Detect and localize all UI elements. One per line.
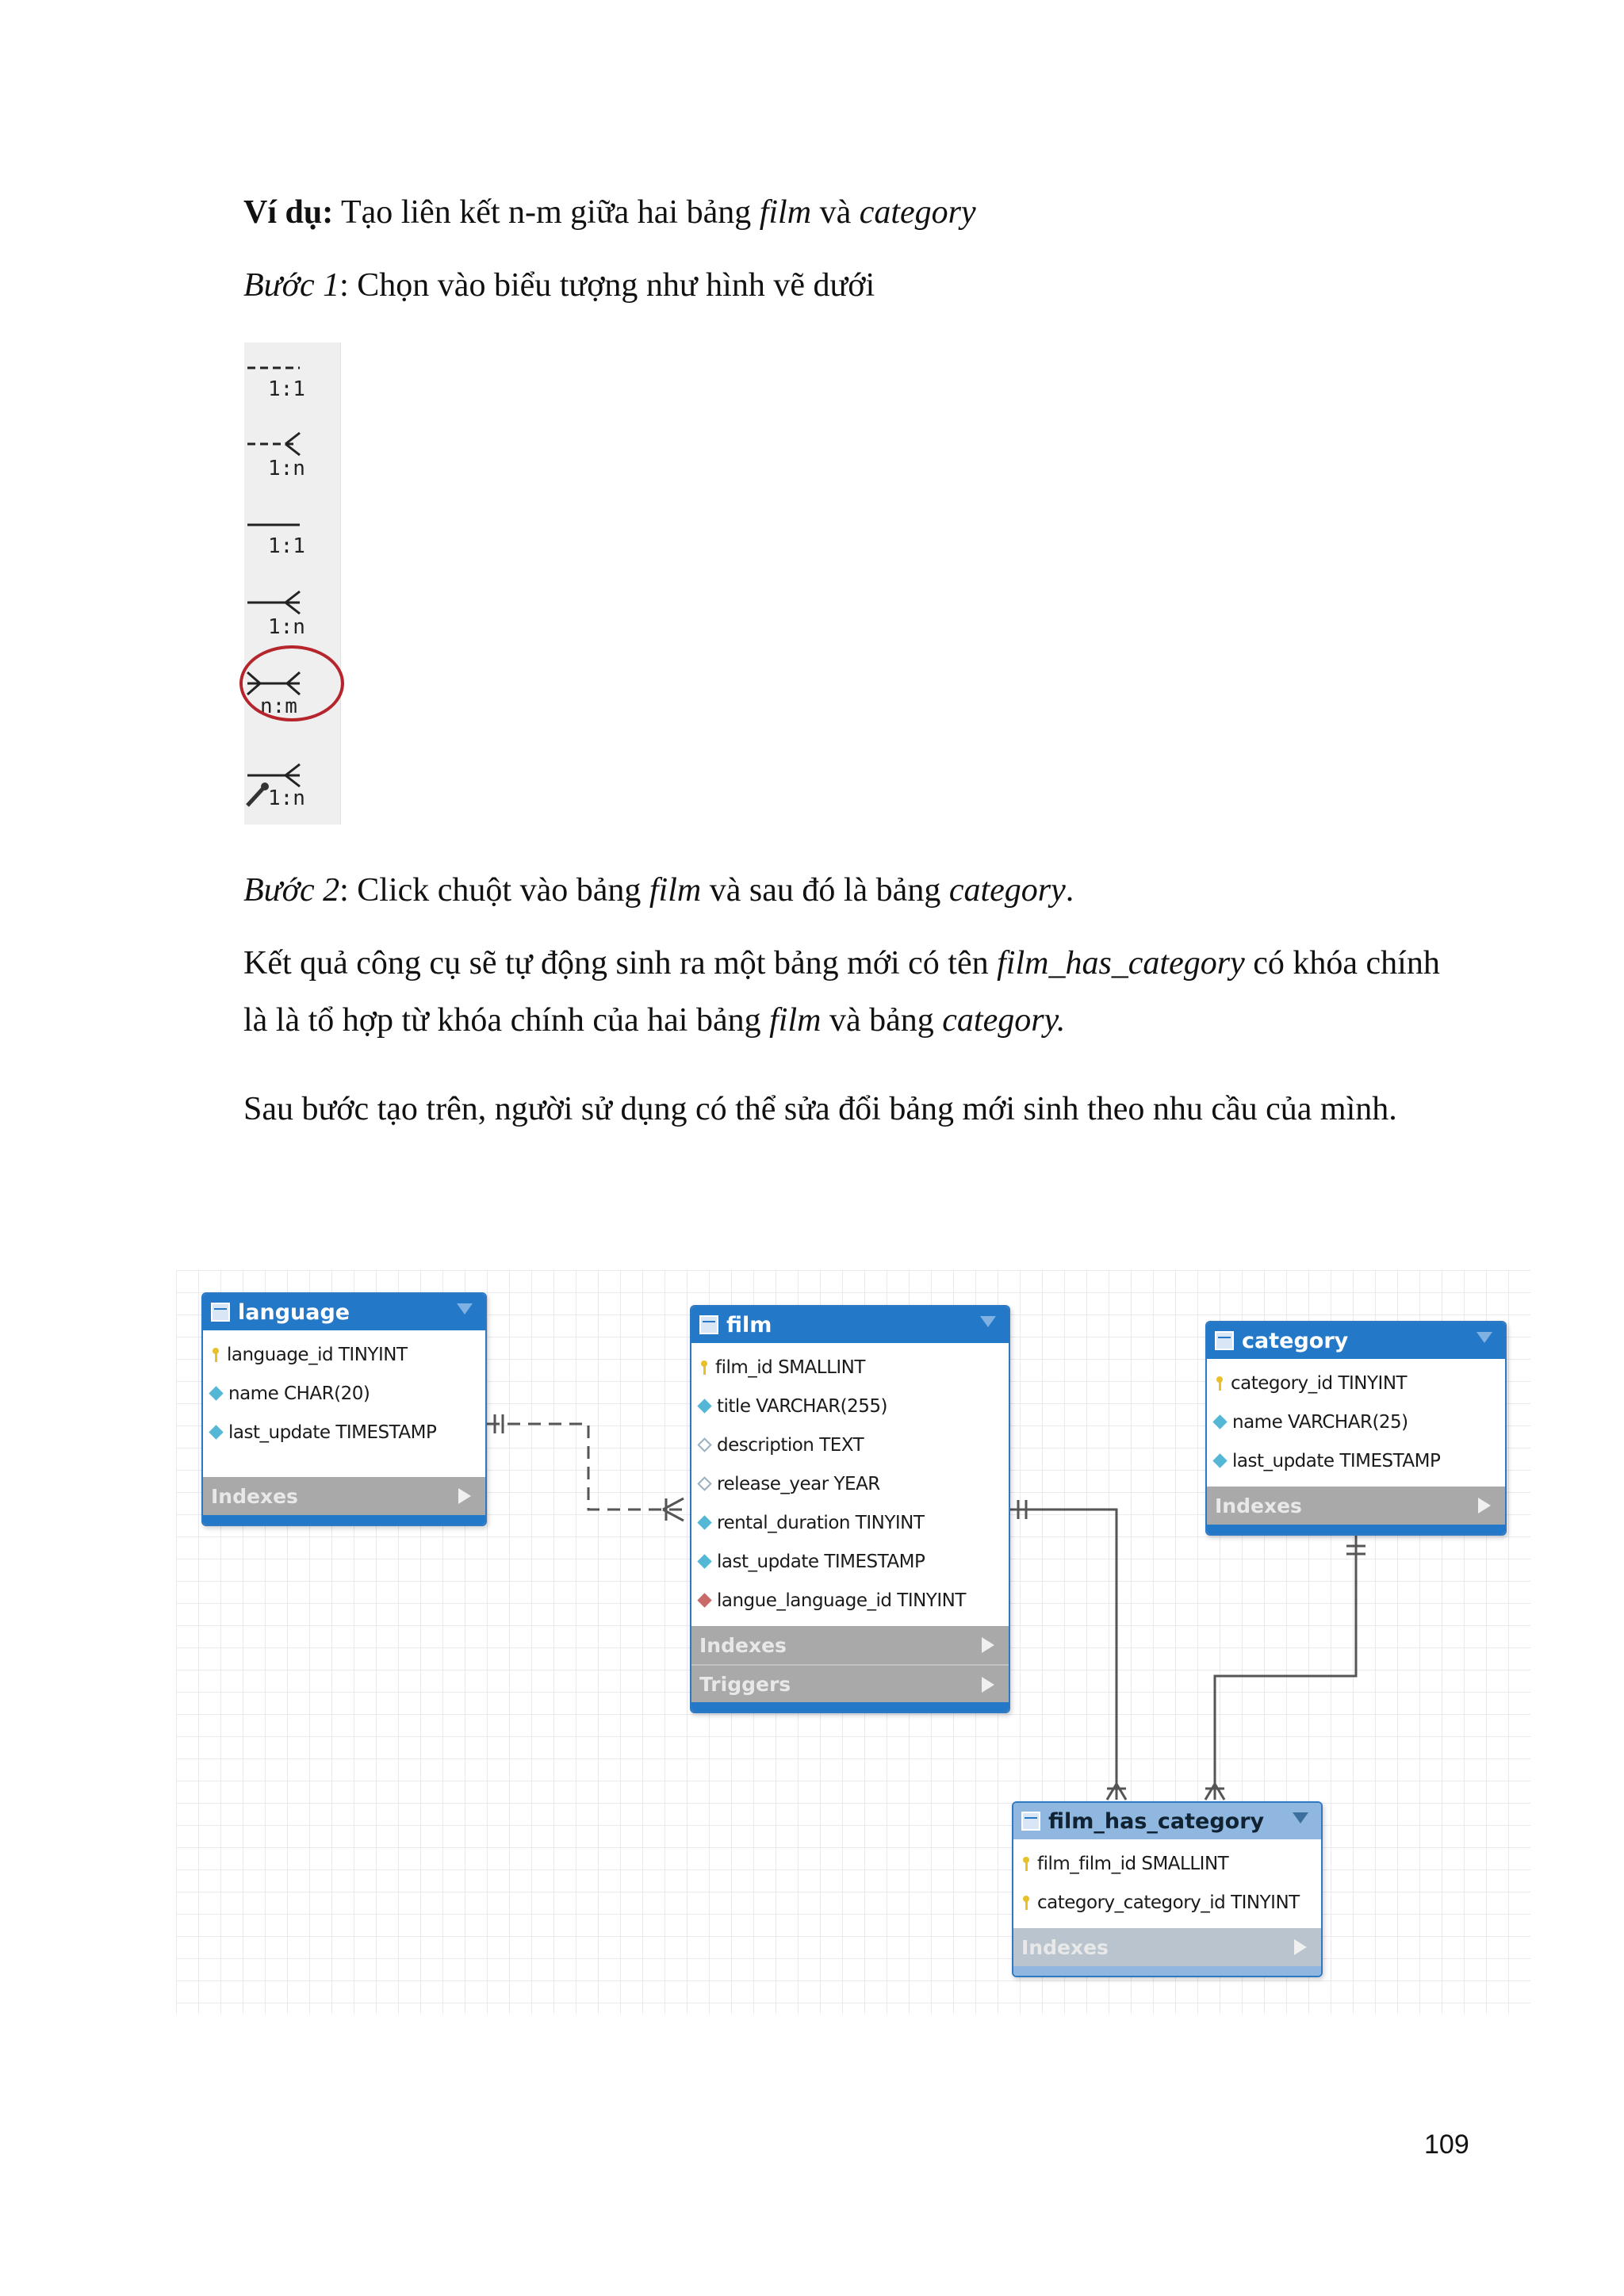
entity-film[interactable] <box>690 1305 1010 1713</box>
triggers-section[interactable] <box>691 1664 1009 1702</box>
column-row[interactable] <box>691 1464 1009 1503</box>
column-row[interactable] <box>691 1425 1009 1464</box>
entity-footer <box>691 1702 1009 1712</box>
entity-language[interactable] <box>201 1292 487 1526</box>
entity-film-has-category[interactable] <box>1012 1801 1323 1977</box>
column-text: title VARCHAR(255) <box>717 1395 888 1417</box>
expand-arrow-icon <box>982 1677 994 1693</box>
tool-caption: 1:n <box>268 615 305 639</box>
nullable-column-icon <box>697 1437 711 1452</box>
primary-key-icon <box>699 1360 709 1375</box>
step2-text-2: và sau đó là bảng <box>701 872 949 909</box>
result-paragraph <box>243 935 1449 1049</box>
step2-film: film <box>649 872 702 909</box>
relationship-tool-palette <box>244 342 341 825</box>
column-text: last_update TIMESTAMP <box>717 1551 925 1572</box>
column-row[interactable] <box>691 1503 1009 1542</box>
example-text: Tạo liên kết n-m giữa hai bảng <box>333 194 760 231</box>
indexes-section[interactable] <box>203 1477 485 1515</box>
collapse-arrow-icon[interactable] <box>1477 1332 1492 1343</box>
collapse-arrow-icon[interactable] <box>457 1303 473 1314</box>
column-list <box>203 1330 485 1458</box>
column-diamond-icon <box>697 1554 711 1568</box>
column-row[interactable] <box>691 1542 1009 1581</box>
column-row[interactable] <box>691 1581 1009 1620</box>
column-text: language_id TINYINT <box>227 1344 408 1365</box>
example-paragraph <box>243 184 976 241</box>
nullable-column-icon <box>697 1476 711 1490</box>
table-icon <box>1021 1812 1040 1831</box>
entity-category[interactable] <box>1205 1321 1507 1536</box>
column-text: film_film_id SMALLINT <box>1037 1853 1229 1874</box>
step2-label: Bước 2 <box>243 872 340 909</box>
step2-paragraph <box>243 862 1074 919</box>
step1-paragraph <box>243 257 875 314</box>
column-row[interactable] <box>1207 1441 1505 1480</box>
entity-footer <box>1013 1966 1321 1976</box>
result-text-2: có khóa chính là là tổ hợp từ khóa chính của hai bảng <box>243 945 1440 1039</box>
example-category: category <box>859 194 976 231</box>
entity-title: film_has_category <box>1048 1808 1265 1834</box>
primary-key-icon <box>211 1348 220 1362</box>
column-diamond-icon <box>209 1386 223 1400</box>
entity-footer <box>1207 1525 1505 1534</box>
entity-header[interactable] <box>1013 1803 1321 1839</box>
page-number: 109 <box>1424 2130 1469 2160</box>
entity-header[interactable] <box>203 1294 485 1330</box>
selection-highlight-ring <box>239 645 344 721</box>
collapse-arrow-icon[interactable] <box>980 1316 996 1327</box>
language-film-connector <box>487 1414 684 1521</box>
table-icon <box>699 1315 718 1334</box>
expand-arrow-icon <box>1294 1939 1307 1955</box>
result-text: Kết quả công cụ sẽ tự động sinh ra một bảng mới có tên <box>243 945 998 982</box>
column-diamond-icon <box>697 1399 711 1413</box>
column-diamond-icon <box>209 1425 223 1439</box>
indexes-section[interactable] <box>1013 1928 1321 1966</box>
column-row[interactable] <box>203 1413 485 1452</box>
step1-text: : Chọn vào biểu tượng như hình vẽ dưới <box>339 267 875 304</box>
step2-end: . <box>1065 872 1074 909</box>
column-row[interactable] <box>1207 1402 1505 1441</box>
column-row[interactable] <box>1013 1844 1321 1883</box>
indexes-section[interactable] <box>691 1626 1009 1664</box>
entity-title: film <box>726 1312 772 1337</box>
column-text: last_update TIMESTAMP <box>1232 1450 1441 1471</box>
entity-footer <box>203 1515 485 1525</box>
primary-key-icon <box>1215 1376 1224 1391</box>
column-text: rental_duration TINYINT <box>717 1512 925 1533</box>
step2-text: : Click chuột vào bảng <box>339 872 649 909</box>
example-and: và <box>811 194 860 231</box>
column-diamond-icon <box>1212 1453 1227 1468</box>
tool-caption: 1:n <box>268 786 305 810</box>
expand-arrow-icon <box>1478 1498 1491 1513</box>
example-label: Ví dụ: <box>243 194 334 231</box>
eer-diagram <box>176 1270 1530 2014</box>
result-text-3: và bảng <box>821 1002 943 1039</box>
tool-one-to-one-solid[interactable] <box>244 501 341 580</box>
expand-arrow-icon <box>982 1637 994 1653</box>
tool-caption: n:m <box>260 695 297 718</box>
section-label: Indexes <box>211 1484 298 1508</box>
note-paragraph: Sau bước tạo trên, người sử dụng có thể sửa đổi bảng mới sinh theo nhu cầu của mình. <box>243 1091 1397 1127</box>
column-row[interactable] <box>203 1335 485 1374</box>
column-text: langue_language_id TINYINT <box>717 1590 966 1611</box>
film-junction-connector <box>1010 1500 1126 1800</box>
table-icon <box>211 1303 230 1322</box>
entity-title: category <box>1242 1328 1349 1353</box>
column-text: name VARCHAR(25) <box>1232 1411 1408 1433</box>
step2-category: category <box>948 872 1066 909</box>
category-junction-connector <box>1205 1535 1365 1800</box>
tool-one-to-many-dashed[interactable] <box>244 423 341 503</box>
section-label: Indexes <box>699 1633 787 1657</box>
column-text: release_year YEAR <box>717 1473 880 1494</box>
section-label: Triggers <box>699 1672 791 1696</box>
collapse-arrow-icon[interactable] <box>1293 1812 1308 1823</box>
expand-arrow-icon <box>458 1488 471 1504</box>
column-text: name CHAR(20) <box>228 1383 370 1404</box>
column-row[interactable] <box>1013 1883 1321 1922</box>
result-film: film <box>769 1002 822 1039</box>
tool-caption: 1:n <box>268 457 305 480</box>
example-film: film <box>759 194 812 231</box>
section-label: Indexes <box>1021 1935 1109 1959</box>
column-row[interactable] <box>203 1374 485 1413</box>
result-category: category. <box>942 1002 1066 1039</box>
primary-key-icon <box>1021 1857 1031 1871</box>
tool-one-to-one-identifying-dashed[interactable] <box>244 344 341 423</box>
indexes-section[interactable] <box>1207 1487 1505 1525</box>
result-table-name: film_has_category <box>997 945 1245 982</box>
column-text: category_id TINYINT <box>1231 1372 1408 1394</box>
entity-title: language <box>238 1299 350 1325</box>
tool-one-to-many-existing-columns[interactable] <box>244 742 341 821</box>
column-row[interactable] <box>1207 1364 1505 1402</box>
section-label: Indexes <box>1215 1494 1302 1517</box>
column-list <box>1207 1359 1505 1487</box>
primary-key-icon <box>1021 1896 1031 1910</box>
foreign-key-icon <box>697 1593 711 1607</box>
column-diamond-icon <box>1212 1414 1227 1429</box>
column-list <box>691 1343 1009 1626</box>
entity-header[interactable] <box>1207 1322 1505 1359</box>
step1-label: Bước 1 <box>243 267 340 304</box>
column-text: description TEXT <box>717 1434 864 1456</box>
column-diamond-icon <box>697 1515 711 1529</box>
column-row[interactable] <box>691 1348 1009 1387</box>
tool-caption: 1:1 <box>268 377 305 401</box>
column-text: category_category_id TINYINT <box>1037 1892 1300 1913</box>
column-list <box>1013 1839 1321 1928</box>
tool-caption: 1:1 <box>268 534 305 558</box>
column-text: film_id SMALLINT <box>715 1357 865 1378</box>
column-row[interactable] <box>691 1387 1009 1425</box>
entity-header[interactable] <box>691 1307 1009 1343</box>
column-text: last_update TIMESTAMP <box>228 1422 437 1443</box>
table-icon <box>1215 1331 1234 1350</box>
